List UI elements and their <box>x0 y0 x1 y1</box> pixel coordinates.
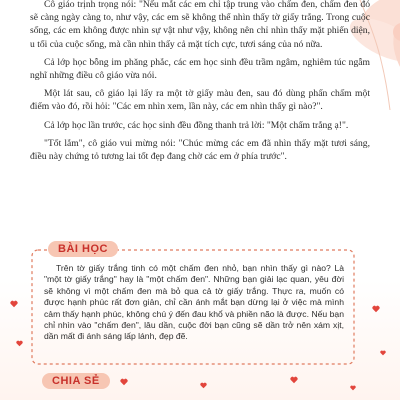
story-text <box>30 0 370 168</box>
heart-icon <box>120 378 128 386</box>
heart-icon <box>10 300 18 308</box>
heart-icon <box>290 376 298 384</box>
heart-icon <box>200 382 207 389</box>
lesson-box <box>30 243 356 366</box>
heart-icon <box>372 305 380 313</box>
lesson-title: BÀI HỌC <box>48 241 118 257</box>
story-paragraph-5: "Tốt lắm", cô giáo vui mừng nói: "Chúc mừng các em đã nhìn thấy mặt tươi sáng, điều này chứng tỏ tương lai tốt đẹp đang chờ các em ở phía trước". <box>30 137 370 163</box>
lesson-text <box>44 263 344 343</box>
heart-icon <box>380 350 386 356</box>
story-paragraph-1: Cô giáo trịnh trọng nói: "Nếu mắt các em chỉ tập trung vào chấm đen, chấm đen đó sẽ càng ngày càng to, như vậy, các em sẽ không thể nhìn thấy tờ giấy trắng. Trong cuộc sống, các em không được nhìn sự vật như vậy, không nên chỉ nhìn thấy mặt phiến diện, u tối của cuộc sống, mà cần nhìn thấy cả mặt tích cực, tươi sáng của nó nữa. <box>30 0 370 50</box>
lesson-paragraph: Trên tờ giấy trắng tinh có một chấm đen nhỏ, bạn nhìn thấy gì nào? Là "một tờ giấy trắng" hay là "một chấm đen". Những bạn giải lạc quan, yêu đời sẽ không vì một chấm đen mà bỏ qua cả tờ giấy trắng. Thực ra, muốn có được hạnh phúc rất đơn giản, chỉ cần ánh mắt bạn dừng lại ở việc mà mình cảm thấy hạnh phúc, không chú ý đến đau khổ và phiền não là được. Nếu bạn chỉ nhìn vào "chấm đen", lâu dần, cuộc đời bạn cũng sẽ dần trở nên xám xịt, dần mất đi ánh sáng lấp lánh, đẹp đẽ. <box>44 263 344 342</box>
story-paragraph-3: Một lát sau, cô giáo lại lấy ra một tờ giấy màu đen, sau đó dùng phấn chấm một điểm vào đó, rồi hỏi: "Các em nhìn xem, lần này, các em nhìn thấy gì nào?". <box>30 88 370 113</box>
heart-icon <box>16 340 23 347</box>
share-title: CHIA SẺ <box>42 373 110 389</box>
heart-icon <box>350 385 356 391</box>
story-paragraph-2: Cả lớp học bỗng im phăng phắc, các em học sinh đều trầm ngâm, nghiêm túc ngẫm nghĩ những điều cô giáo vừa nói. <box>30 56 370 82</box>
story-paragraph-4: Cả lớp học lần trước, các học sinh đều đồng thanh trả lời: "Một chấm trắng ạ!". <box>44 119 349 131</box>
